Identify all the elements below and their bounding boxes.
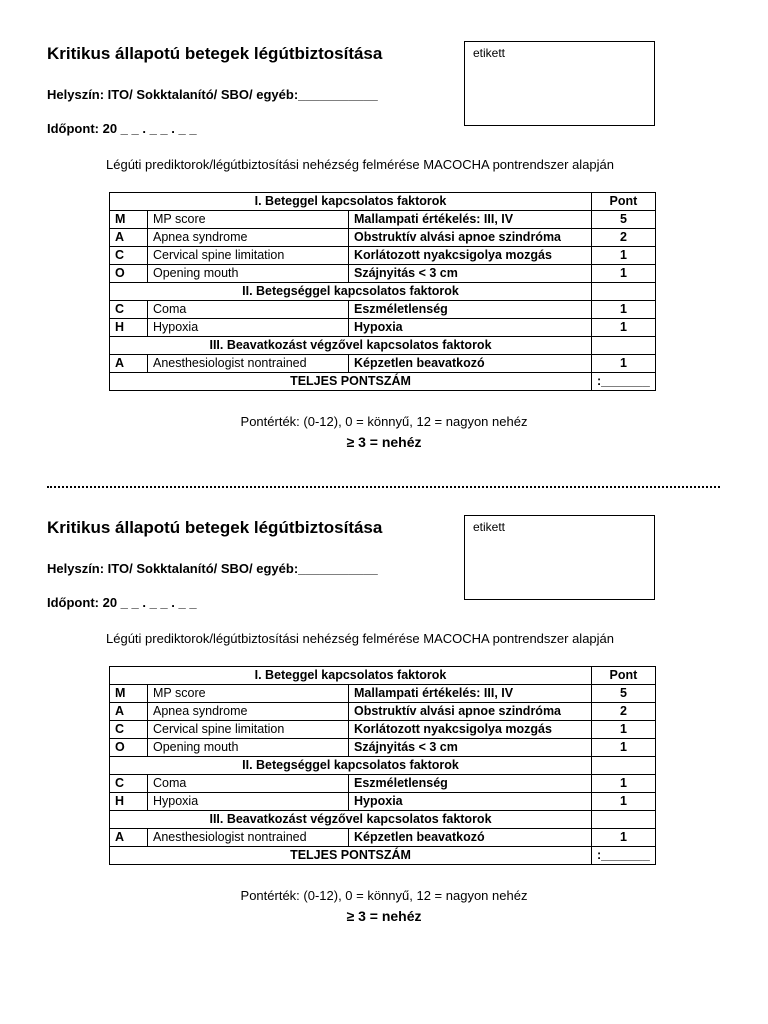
row-letter: H <box>110 793 148 811</box>
row-description: Korlátozott nyakcsigolya mozgás <box>349 721 592 739</box>
intro-text: Légúti prediktorok/légútbiztosítási nehézség felmérése MACOCHA pontrendszer alapján <box>106 631 614 646</box>
section-header: I. Beteggel kapcsolatos faktorok <box>110 193 592 211</box>
row-factor: Coma <box>148 775 349 793</box>
row-points: 2 <box>592 703 656 721</box>
location-line: Helyszín: ITO/ Sokktalanító/ SBO/ egyéb:___________ <box>47 561 378 576</box>
row-letter: A <box>110 703 148 721</box>
form-title: Kritikus állapotú betegek légútbiztosítása <box>47 44 383 63</box>
row-factor: MP score <box>148 685 349 703</box>
difficulty-threshold: ≥ 3 = nehéz <box>346 908 422 924</box>
row-description: Szájnyitás < 3 cm <box>349 739 592 757</box>
table-row <box>110 667 656 685</box>
time-line: Időpont: 20 _ _ . _ _ . _ _ <box>47 595 197 610</box>
row-letter: A <box>110 829 148 847</box>
row-points: 1 <box>592 265 656 283</box>
section-header: II. Betegséggel kapcsolatos faktorok <box>110 283 592 301</box>
section-header: III. Beavatkozást végzővel kapcsolatos faktorok <box>110 811 592 829</box>
form-2 <box>0 474 768 948</box>
row-description: Obstruktív alvási apnoe szindróma <box>349 703 592 721</box>
scoring-text: Pontérték: (0-12), 0 = könnyű, 12 = nagyon nehéz <box>240 414 528 429</box>
table-row <box>110 211 656 229</box>
macocha-table <box>109 666 656 865</box>
row-points: 5 <box>592 211 656 229</box>
row-points: 1 <box>592 739 656 757</box>
table-row <box>110 757 656 775</box>
row-points: 1 <box>592 319 656 337</box>
row-factor: Opening mouth <box>148 739 349 757</box>
macocha-table <box>109 192 656 391</box>
row-points: 1 <box>592 721 656 739</box>
table-row <box>110 301 656 319</box>
row-letter: H <box>110 319 148 337</box>
table-row <box>110 337 656 355</box>
table-row <box>110 775 656 793</box>
label-box <box>464 515 655 600</box>
table-row <box>110 793 656 811</box>
table-row <box>110 373 656 391</box>
label-box <box>464 41 655 126</box>
row-factor: Cervical spine limitation <box>148 247 349 265</box>
row-letter: C <box>110 775 148 793</box>
form-1 <box>0 0 768 474</box>
form-title: Kritikus állapotú betegek légútbiztosítása <box>47 518 383 537</box>
table-row <box>110 265 656 283</box>
intro-text: Légúti prediktorok/légútbiztosítási nehézség felmérése MACOCHA pontrendszer alapján <box>106 157 614 172</box>
label-box-text: etikett <box>473 46 506 60</box>
table-row <box>110 193 656 211</box>
row-letter: A <box>110 355 148 373</box>
row-letter: M <box>110 211 148 229</box>
row-letter: O <box>110 739 148 757</box>
row-factor: Hypoxia <box>148 319 349 337</box>
row-factor: Apnea syndrome <box>148 703 349 721</box>
table-row <box>110 319 656 337</box>
table-row <box>110 739 656 757</box>
row-description: Szájnyitás < 3 cm <box>349 265 592 283</box>
table-row <box>110 229 656 247</box>
row-points: 5 <box>592 685 656 703</box>
row-factor: Anesthesiologist nontrained <box>148 355 349 373</box>
empty-cell <box>592 283 656 301</box>
time-line: Időpont: 20 _ _ . _ _ . _ _ <box>47 121 197 136</box>
row-factor: Opening mouth <box>148 265 349 283</box>
difficulty-threshold: ≥ 3 = nehéz <box>346 434 422 450</box>
row-factor: Apnea syndrome <box>148 229 349 247</box>
row-letter: C <box>110 721 148 739</box>
table-row <box>110 847 656 865</box>
row-factor: Hypoxia <box>148 793 349 811</box>
row-letter: A <box>110 229 148 247</box>
row-factor: MP score <box>148 211 349 229</box>
row-letter: C <box>110 301 148 319</box>
empty-cell <box>592 337 656 355</box>
row-points: 1 <box>592 829 656 847</box>
table-row <box>110 283 656 301</box>
scoring-text: Pontérték: (0-12), 0 = könnyű, 12 = nagyon nehéz <box>240 888 528 903</box>
row-letter: M <box>110 685 148 703</box>
total-field[interactable]: :_______ <box>592 373 656 391</box>
row-points: 2 <box>592 229 656 247</box>
section-header: III. Beavatkozást végzővel kapcsolatos faktorok <box>110 337 592 355</box>
location-line: Helyszín: ITO/ Sokktalanító/ SBO/ egyéb:___________ <box>47 87 378 102</box>
table-row <box>110 247 656 265</box>
row-description: Mallampati értékelés: III, IV <box>349 685 592 703</box>
row-points: 1 <box>592 355 656 373</box>
row-points: 1 <box>592 247 656 265</box>
row-description: Hypoxia <box>349 793 592 811</box>
points-header: Pont <box>592 667 656 685</box>
table-row <box>110 829 656 847</box>
empty-cell <box>592 811 656 829</box>
empty-cell <box>592 757 656 775</box>
row-description: Obstruktív alvási apnoe szindróma <box>349 229 592 247</box>
table-row <box>110 811 656 829</box>
table-row <box>110 721 656 739</box>
total-label: TELJES PONTSZÁM <box>110 847 592 865</box>
row-points: 1 <box>592 301 656 319</box>
row-description: Korlátozott nyakcsigolya mozgás <box>349 247 592 265</box>
table-row <box>110 355 656 373</box>
section-header: I. Beteggel kapcsolatos faktorok <box>110 667 592 685</box>
row-letter: C <box>110 247 148 265</box>
row-letter: O <box>110 265 148 283</box>
row-description: Eszméletlenség <box>349 775 592 793</box>
row-description: Mallampati értékelés: III, IV <box>349 211 592 229</box>
row-points: 1 <box>592 793 656 811</box>
row-factor: Anesthesiologist nontrained <box>148 829 349 847</box>
row-description: Hypoxia <box>349 319 592 337</box>
row-description: Képzetlen beavatkozó <box>349 829 592 847</box>
row-points: 1 <box>592 775 656 793</box>
points-header: Pont <box>592 193 656 211</box>
row-description: Képzetlen beavatkozó <box>349 355 592 373</box>
table-row <box>110 685 656 703</box>
total-label: TELJES PONTSZÁM <box>110 373 592 391</box>
row-description: Eszméletlenség <box>349 301 592 319</box>
total-field[interactable]: :_______ <box>592 847 656 865</box>
row-factor: Cervical spine limitation <box>148 721 349 739</box>
row-factor: Coma <box>148 301 349 319</box>
section-header: II. Betegséggel kapcsolatos faktorok <box>110 757 592 775</box>
label-box-text: etikett <box>473 520 506 534</box>
table-row <box>110 703 656 721</box>
